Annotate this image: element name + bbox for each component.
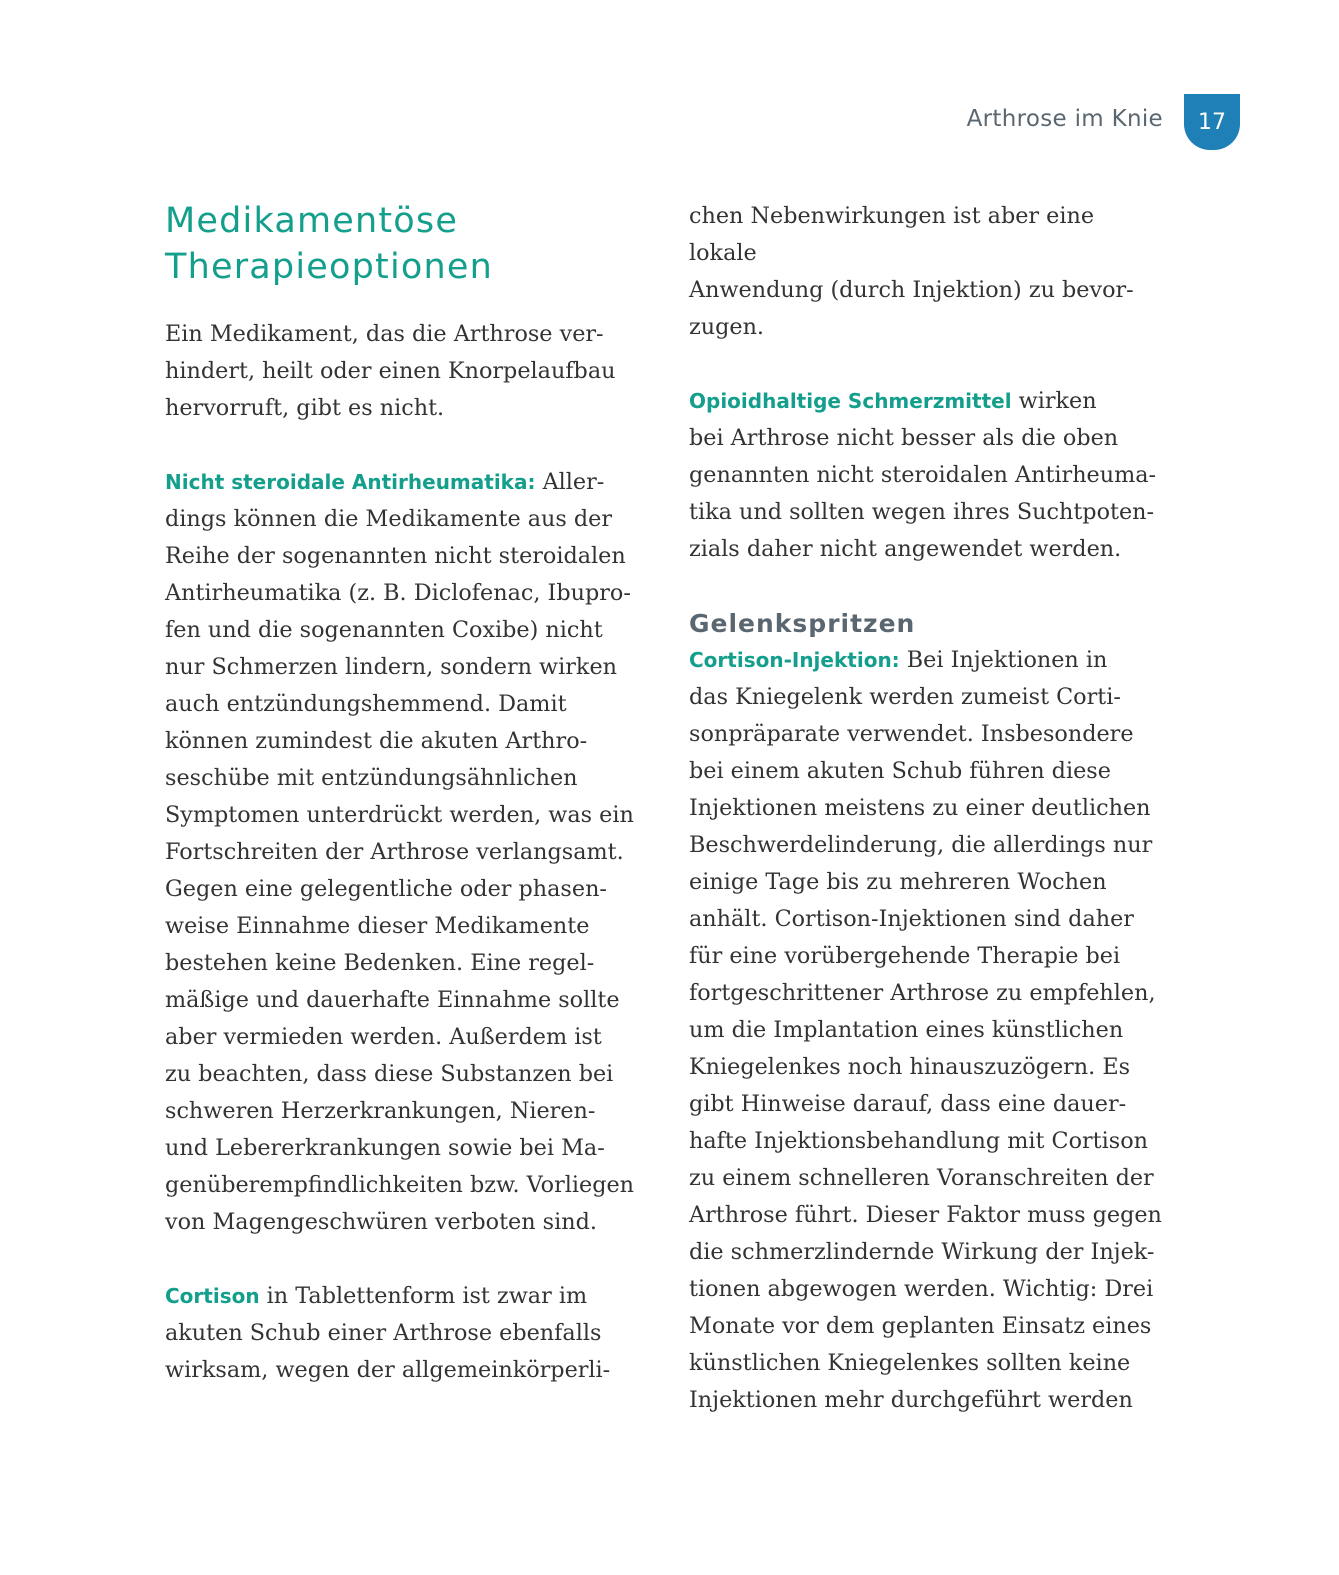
intro-paragraph: Ein Medikament, das die Arthrose ver- hindert, heilt oder einen Knorpelaufbau hervorruft, gibt es nicht. <box>165 321 616 421</box>
opioid-keyword: Opioidhaltige Schmerzmittel <box>689 389 1012 413</box>
continued-paragraph: chen Nebenwirkungen ist aber eine lokale Anwendung (durch Injektion) zu bevor- zugen. <box>689 203 1134 340</box>
running-title: Arthrose im Knie <box>966 106 1163 132</box>
cortison-paragraph <box>165 1278 640 1389</box>
nsar-text: Aller- dings können die Medikamente aus der Reihe der sogenannten nicht steroidalen Antirheumatika (z. B. Diclofenac, Ibupro- fen und die sogenannten Coxibe) nicht nur Schmerzen lindern, sondern wirken auch entzündungshemmend. Damit können zumindest die akuten Arthro- seschübe mit entzündungsähnlichen Symptomen unterdrückt werden, was ein Fortschreiten der Arthrose verlangsamt. Gegen eine gelegentliche oder phasen- weise Einnahme dieser Medikamente bestehen keine Bedenken. Eine regel- mäßige und dauerhafte Einnahme sollte aber vermieden werden. Außerdem ist zu beachten, dass diese Substanzen bei schweren Herzerkrankungen, Nieren- und Lebererkrankungen sowie bei Ma- genüberempfindlichkeiten bzw. Vorliegen von Magengeschwüren verboten sind. <box>165 469 635 1235</box>
chapter-title <box>165 198 640 290</box>
nsar-paragraph <box>165 464 640 1241</box>
opioid-paragraph <box>689 383 1164 568</box>
page-number: 17 <box>1198 109 1226 135</box>
left-column <box>165 198 640 1426</box>
cortison-text: in Tablettenform ist zwar im akuten Schub einer Arthrose ebenfalls wirksam, wegen der allgemeinkörperli- <box>165 1283 611 1383</box>
cortison-keyword: Cortison <box>165 1284 260 1308</box>
chapter-title-line2: Therapieoptionen <box>165 247 493 287</box>
injektion-keyword: Cortison-Injektion: <box>689 648 900 672</box>
page-number-tab <box>1184 94 1240 150</box>
chapter-title-line1: Medikamentöse <box>165 201 459 241</box>
opioid-text: wirken bei Arthrose nicht besser als die oben genannten nicht steroidalen Antirheuma- tika und sollten wegen ihres Suchtpoten- zials daher nicht angewendet werden. <box>689 388 1157 562</box>
injektion-paragraph <box>689 642 1164 1419</box>
injektion-text: Bei Injektionen in das Kniegelenk werden zumeist Corti- sonpräparate verwendet. Insbesondere bei einem akuten Schub führen diese Injektionen meistens zu einer deutlichen Beschwerdelinderung, die allerdings nur einige Tage bis zu mehreren Wochen anhält. Cortison-Injektionen sind daher für eine vorübergehende Therapie bei fortgeschrittener Arthrose zu empfehlen, um die Implantation eines künstlichen Kniegelenkes noch hinauszuzögern. Es gibt Hinweise darauf, dass eine dauer- hafte Injektionsbehandlung mit Cortison zu einem schnelleren Voranschreiten der Arthrose führt. Dieser Faktor muss gegen die schmerzlindernde Wirkung der Injek- tionen abgewogen werden. Wichtig: Drei Monate vor dem geplanten Einsatz eines künstlichen Kniegelenkes sollten keine Injektionen mehr durchgeführt werden <box>689 647 1162 1413</box>
right-column <box>689 198 1164 1456</box>
section-subheading: Gelenkspritzen <box>689 609 916 638</box>
nsar-keyword: Nicht steroidale Antirheumatika: <box>165 470 536 494</box>
